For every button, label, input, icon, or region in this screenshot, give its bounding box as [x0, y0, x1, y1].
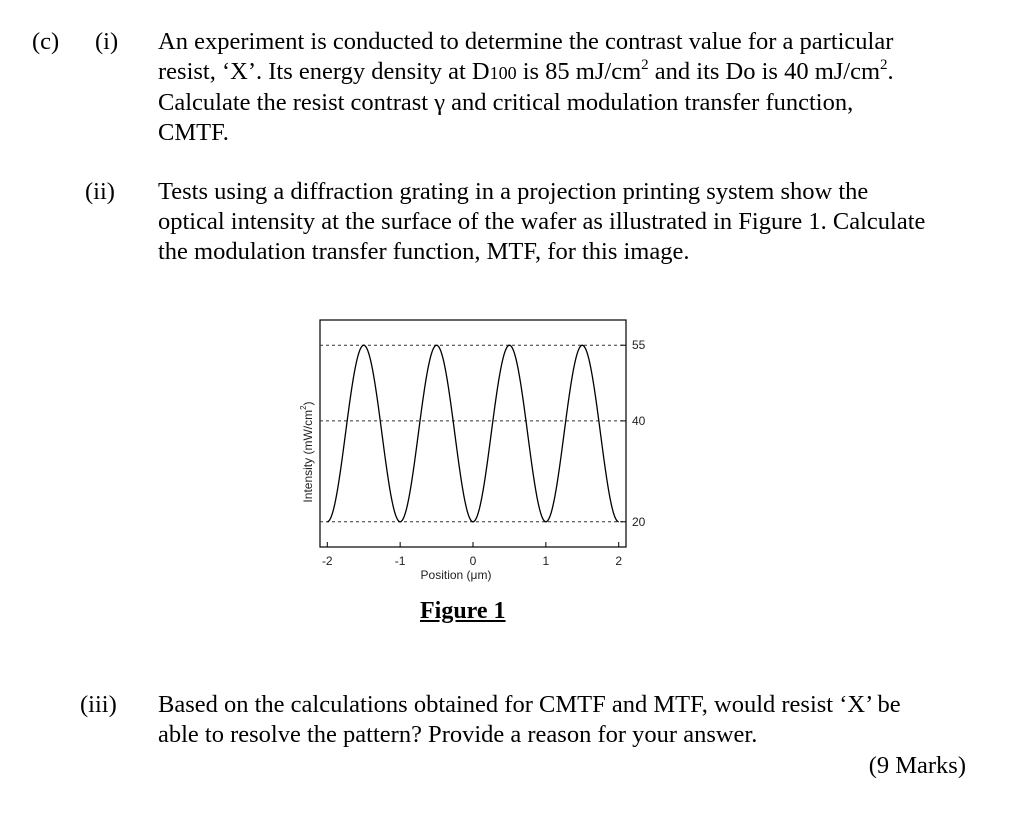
q3-label: (iii) — [80, 691, 117, 718]
x-tick-label--1: -1 — [394, 554, 406, 568]
y-ref-label-55: 55 — [632, 338, 646, 353]
x-tick-label-2: 2 — [615, 554, 623, 568]
q3-line1: Based on the calculations obtained for CMTF and MTF, would resist ‘X’ be — [158, 691, 901, 718]
q1-line3: Calculate the resist contrast γ and critical modulation transfer function, — [158, 89, 854, 116]
q3-text — [158, 690, 966, 750]
part-label: (c) — [32, 28, 60, 55]
x-ticks — [322, 542, 622, 568]
q1-line1: An experiment is conducted to determine the contrast value for a particular — [158, 28, 894, 55]
q1-line2: resist, ‘X’. Its energy density at D100 is 85 $mJ/cm^2$ and its Do is 40 $mJ/cm^2$. — [158, 57, 894, 85]
x-tick-label--2: -2 — [321, 554, 333, 568]
q2-line1: Tests using a diffraction grating in a projection printing system show the — [158, 178, 869, 205]
q2-line2: optical intensity at the surface of the wafer as illustrated in Figure 1. Calculate — [158, 208, 926, 235]
q1-line4: CMTF. — [158, 119, 229, 146]
plot-frame — [320, 320, 626, 547]
q2-label: (ii) — [85, 178, 115, 205]
marks-label: (9 Marks) — [868, 752, 966, 779]
figure-caption: Figure 1 — [420, 598, 506, 624]
q2-line3: the modulation transfer function, MTF, for this image. — [158, 238, 690, 265]
x-tick-label-0: 0 — [469, 554, 477, 568]
y-ref-label-40: 40 — [632, 413, 646, 428]
q1-label: (i) — [95, 28, 119, 55]
x-axis-label: Position (μm) — [420, 568, 492, 582]
y-ref-label-20: 20 — [632, 514, 646, 529]
intensity-curve — [327, 345, 618, 522]
q3-line2: able to resolve the pattern? Provide a reason for your answer. — [158, 721, 758, 748]
x-tick-label-1: 1 — [542, 554, 550, 568]
y-axis-label: Intensity $(mW/cm^2)$ — [299, 401, 315, 503]
reference-lines — [320, 338, 646, 529]
